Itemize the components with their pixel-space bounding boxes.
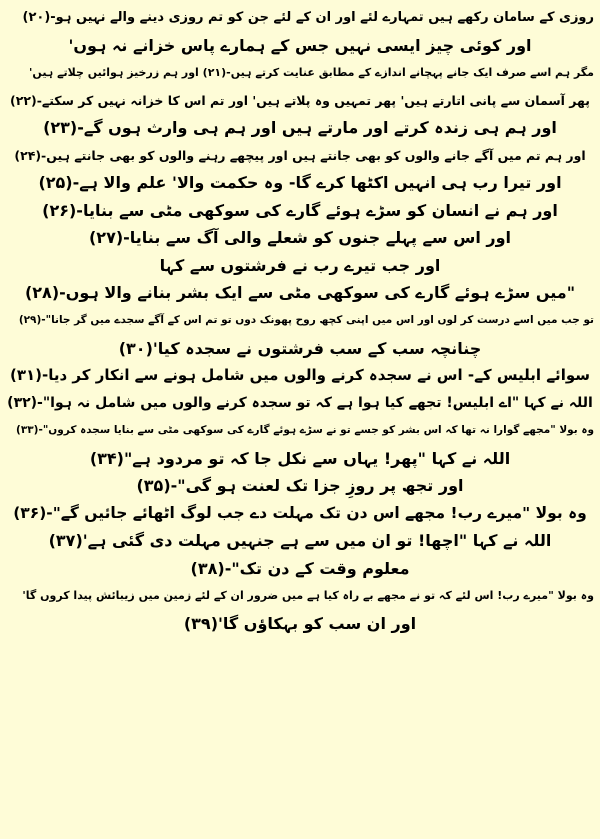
text-line: وہ بولا "میرے رب! اس لئے کہ تو نے مجھے بے راہ کیا ہے میں ضرور ان کے لئے زمین میں زیبائش پیدا کروں گا': [22, 589, 594, 603]
text-line: تو جب میں اسے درست کر لوں اور اس میں اپنی کچھ روح پھونک دوں تو تم اس کے آگے سجدے میں گر جانا"-(۲۹): [18, 314, 594, 327]
text-line: اور ہم نے انسان کو سڑے ہوئے گارے کی سوکھی مٹی سے بنایا-(۲۶): [42, 200, 558, 220]
text-line: پھر آسمان سے پانی اتارتے ہیں' پھر تمہیں وہ پلاتے ہیں' اور تم اس کا خزانہ نہیں کر سکتے-(۲۲): [10, 92, 590, 108]
text-line: چنانچہ سب کے سب فرشتوں نے سجدہ کیا'(۳۰): [118, 338, 482, 358]
text-line: سوائے ابلیس کے- اس نے سجدہ کرنے والوں میں شامل ہونے سے انکار کر دیا-(۳۱): [9, 366, 590, 385]
text-line: اور ان سب کو بہکاؤں گا'(۳۹): [183, 614, 417, 634]
text-line: مگر ہم اسے صرف ایک جانے پہچانے اندازے کے مطابق عنایت کرتے ہیں-(۲۱) اور ہم زرخیز ہوائیں چلاتے ہیں': [29, 66, 594, 80]
text-line: وہ بولا "مجھے گوارا نہ تھا کہ اس بشر کو جسے تو نے سڑے ہوئے گارے کی سوکھی مٹی سے بنایا سجدہ کروں"-(۳۳): [16, 424, 594, 437]
text-line: اور اس سے پہلے جنوں کو شعلے والی آگ سے بنایا-(۲۷): [88, 228, 512, 248]
text-line: اللہ نے کہا "اے ابلیس! تجھے کیا ہوا ہے کہ تو سجدہ کرنے والوں میں شامل نہ ہوا"-(۳۲): [7, 394, 593, 411]
text-line: اللہ نے کہا "پھر! یہاں سے نکل جا کہ تو مردود ہے"(۳۴): [89, 448, 511, 468]
text-line: اور تجھ پر روزِ جزا تک لعنت ہو گی"-(۳۵): [136, 476, 464, 496]
text-line: اور ہم ہی زندہ کرتے اور مارتے ہیں اور ہم ہی وارث ہوں گے-(۲۳): [43, 118, 557, 138]
text-line: معلوم وقت کے دن تک"-(۳۸): [190, 558, 410, 578]
verse-text-block: [6, 4, 594, 638]
text-line: اور جب تیرے رب نے فرشتوں سے کہا: [159, 255, 441, 275]
text-line: اور کوئی چیز ایسی نہیں جس کے ہمارے پاس خزانے نہ ہوں': [68, 35, 532, 55]
text-line: "میں سڑے ہوئے گارے کی سوکھی مٹی سے ایک بشر بنانے والا ہوں-(۲۸): [24, 283, 576, 303]
text-line: اور ہم تم میں آگے جانے والوں کو بھی جانتے ہیں اور پیچھے رہنے والوں کو بھی جانتے ہیں-(۲۴): [14, 147, 586, 163]
text-line: اللہ نے کہا "اچھا! تو ان میں سے ہے جنہیں مہلت دی گئی ہے'(۳۷): [48, 531, 552, 551]
text-line: وہ بولا "میرے رب! مجھے اس دن تک مہلت دے جب لوگ اٹھائے جائیں گے"-(۳۶): [13, 503, 587, 522]
text-line: اور تیرا رب ہی انہیں اکٹھا کرے گا- وہ حکمت والا' علم والا ہے-(۲۵): [38, 173, 562, 193]
text-line: روزی کے سامان رکھے ہیں تمہارے لئے اور ان کے لئے جن کو تم روزی دینے والے نہیں ہو-(۲۰): [22, 10, 594, 25]
